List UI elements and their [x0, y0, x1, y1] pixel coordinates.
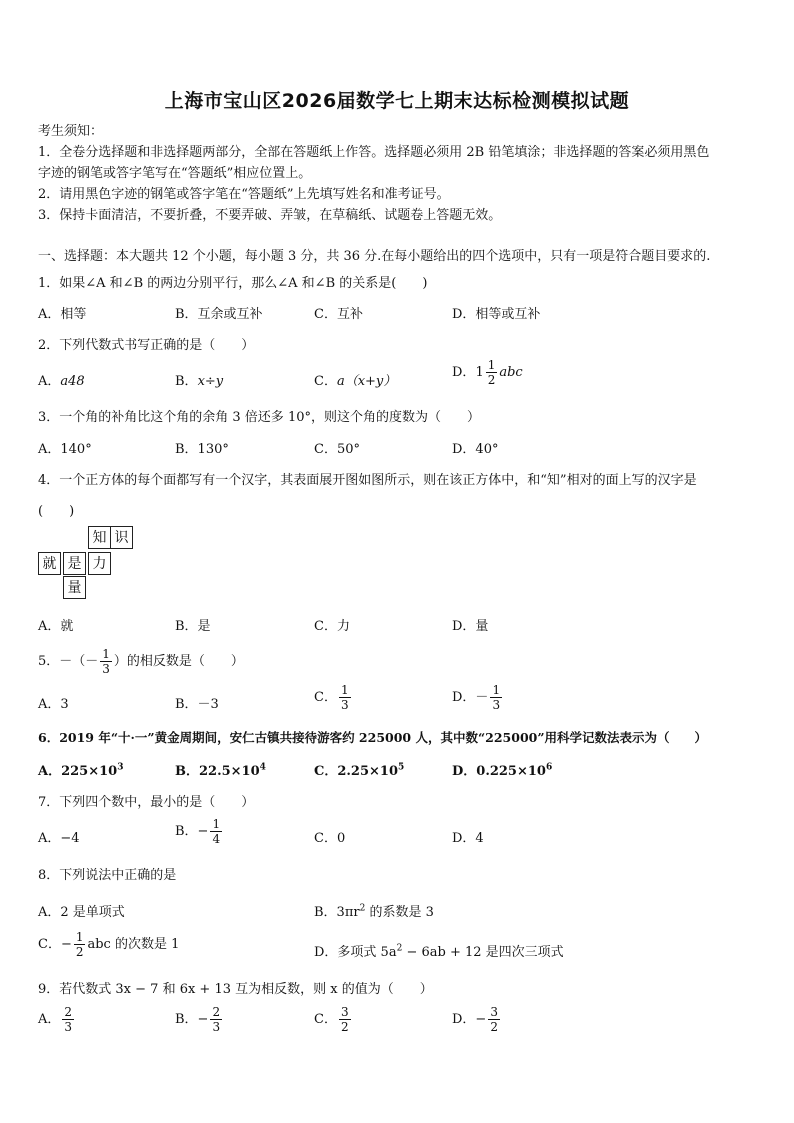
q6-option-d: D．$0.225\times 10^6$ — [452, 762, 553, 779]
fraction: $\frac{1}{4}$ — [212, 817, 221, 846]
question-3-stem: 3．一个角的补角比这个角的余角 3 倍还多 10°，则这个角的度数为（ ） — [38, 410, 480, 425]
q2-option-d: D．1 $\frac{1}{2}$ abc — [452, 358, 523, 387]
fraction: $\frac{2}{3}$ — [212, 1005, 221, 1034]
question-7-stem: 7．下列四个数中，最小的是（ ） — [38, 795, 255, 810]
fraction: $\frac{2}{3}$ — [64, 1005, 73, 1034]
question-5-stem: 5．－（－ $\frac{1}{3}$ ）的相反数是（ ） — [38, 647, 244, 676]
q1-option-b: B．互余或互补 — [175, 307, 263, 322]
q4-option-b: B．是 — [175, 619, 211, 634]
q7-option-b: B．− $\frac{1}{4}$ — [175, 817, 221, 846]
net-cell: 力 — [88, 552, 111, 575]
section-heading: 一、选择题：本大题共 12 个小题，每小题 3 分，共 36 分.在每小题给出的四个选项中，只有一项是符合题目要求的. — [38, 249, 711, 264]
q3-option-c: C．50° — [314, 442, 360, 457]
notice-item: 3．保持卡面清洁，不要折叠，不要弄破、弄皱，在草稿纸、试题卷上答题无效。 — [38, 208, 502, 223]
question-4-stem: 4．一个正方体的每个面都写有一个汉字，其表面展开图如图所示，则在该正方体中，和“知”相对的面上写的汉字是 — [38, 473, 697, 488]
q8-option-d: D．多项式 $5a^2 - 6ab + 12$ 是四次三项式 — [314, 943, 564, 960]
q4-option-c: C．力 — [314, 619, 350, 634]
q8-option-b: B．$3\pi r^2$ 的系数是 3 — [314, 903, 434, 920]
question-6-stem: 6．2019 年“十·一”黄金周期间，安仁古镇共接待游客约 225000 人，其中数“225000”用科学记数法表示为（ ） — [38, 730, 708, 745]
fraction: $\frac{1}{2}$ — [487, 358, 496, 387]
q6-option-b: B．$22.5\times 10^4$ — [175, 762, 266, 779]
page-title: 上海市宝山区2026届数学七上期末达标检测模拟试题 — [164, 90, 630, 112]
q5-option-b: B．－3 — [175, 697, 219, 712]
q6-option-a: A．$225\times 10^3$ — [38, 762, 124, 779]
q1-option-a: A．相等 — [38, 307, 87, 322]
fraction: $\frac{1}{2}$ — [75, 930, 84, 959]
question-1-stem: 1．如果∠A 和∠B 的两边分别平行，那么∠A 和∠B 的关系是( ) — [38, 276, 428, 291]
question-2-stem: 2．下列代数式书写正确的是（ ） — [38, 338, 255, 353]
q9-option-d: D．− $\frac{3}{2}$ — [452, 1005, 498, 1034]
q3-option-a: A．140° — [38, 442, 92, 457]
q7-option-d: D．4 — [452, 831, 484, 846]
q5-option-d: D．－ $\frac{1}{3}$ — [452, 683, 501, 712]
net-cell: 量 — [63, 576, 86, 599]
q9-option-b: B．− $\frac{2}{3}$ — [175, 1005, 221, 1034]
q2-option-c: C．a（x+y） — [314, 374, 397, 389]
q6-option-c: C．$2.25\times 10^5$ — [314, 762, 405, 779]
cube-net-figure — [38, 526, 138, 602]
notice-heading: 考生须知： — [38, 124, 104, 139]
fraction: $\frac{1}{3}$ — [492, 683, 501, 712]
question-9-stem: 9．若代数式 3x − 7 和 6x + 13 互为相反数，则 x 的值为（ ） — [38, 982, 433, 997]
q7-option-a: A．−4 — [38, 831, 80, 846]
net-cell: 识 — [110, 526, 133, 549]
q9-option-c: C． $\frac{3}{2}$ — [314, 1005, 349, 1034]
q3-option-b: B．130° — [175, 442, 229, 457]
notice-item: 1．全卷分选择题和非选择题两部分，全部在答题纸上作答。选择题必须用 2B 铅笔填涂；非选择题的答案必须用黑色 — [38, 145, 710, 160]
notice-item: 2．请用黑色字迹的钢笔或答字笔在“答题纸”上先填写姓名和准考证号。 — [38, 187, 450, 202]
q1-option-c: C．互补 — [314, 307, 363, 322]
notice-item: 字迹的钢笔或答字笔写在“答题纸”相应位置上。 — [38, 166, 312, 181]
net-cell: 就 — [38, 552, 61, 575]
q7-option-c: C．0 — [314, 831, 346, 846]
q2-option-a: A．a48 — [38, 374, 85, 389]
question-8-stem: 8．下列说法中正确的是 — [38, 868, 177, 883]
fraction: $\frac{3}{2}$ — [340, 1005, 349, 1034]
q2-option-b: B．x÷y — [175, 374, 224, 389]
q3-option-d: D．40° — [452, 442, 499, 457]
question-4-paren: ( ) — [38, 504, 75, 519]
q1-option-d: D．相等或互补 — [452, 307, 541, 322]
fraction: $\frac{1}{3}$ — [102, 647, 110, 676]
q5-option-a: A．3 — [38, 697, 69, 712]
fraction: $\frac{3}{2}$ — [490, 1005, 498, 1034]
q9-option-a: A． $\frac{2}{3}$ — [38, 1005, 73, 1034]
q8-option-a: A．2 是单项式 — [38, 905, 125, 920]
q4-option-a: A．就 — [38, 619, 74, 634]
net-cell: 知 — [88, 526, 111, 549]
net-cell: 是 — [63, 552, 86, 575]
q8-option-c: C．− $\frac{1}{2}$ abc 的次数是 1 — [38, 930, 180, 959]
fraction: $\frac{1}{3}$ — [340, 683, 349, 712]
q5-option-c: C． $\frac{1}{3}$ — [314, 683, 349, 712]
q4-option-d: D．量 — [452, 619, 489, 634]
